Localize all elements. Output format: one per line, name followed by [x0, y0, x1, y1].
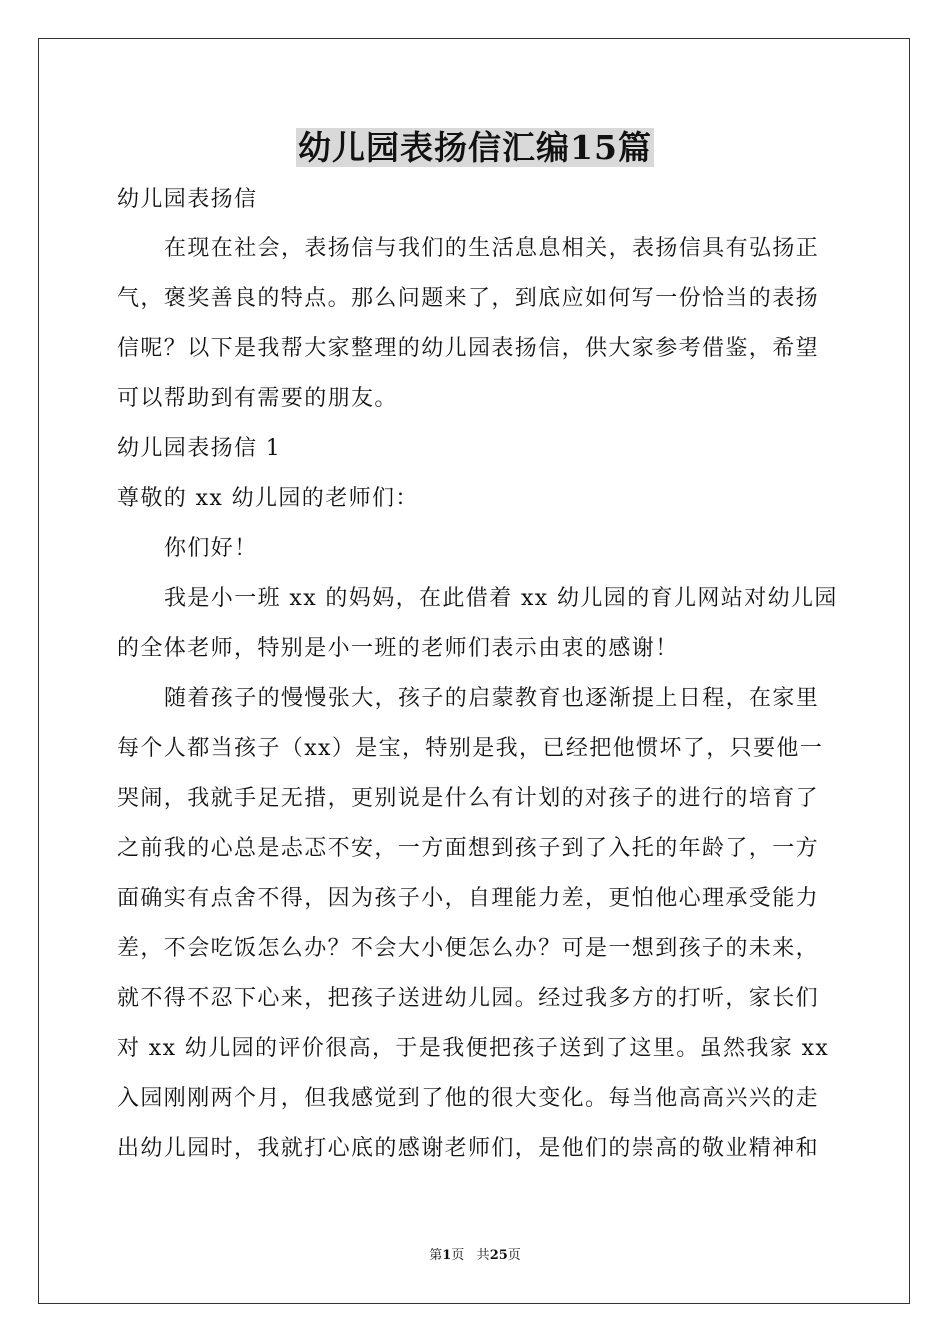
paragraph-line: 气，褒奖善良的特点。那么问题来了，到底应如何写一份恰当的表扬: [117, 286, 820, 311]
page-border: [38, 38, 910, 1304]
letter-heading: 幼儿园表扬信 1: [117, 436, 282, 461]
paragraph-line: 就不得不忍下心来，把孩子送进幼儿园。经过我多方的打听，家长们: [117, 986, 820, 1011]
total-prefix: 共: [476, 1248, 490, 1263]
page-current: 1: [442, 1248, 452, 1263]
salutation: 尊敬的 xx 幼儿园的老师们：: [117, 486, 419, 511]
paragraph-line: 每个人都当孩子（xx）是宝，特别是我，已经把他惯坏了，只要他一: [117, 736, 824, 761]
paragraph-line: 信呢？以下是我帮大家整理的幼儿园表扬信，供大家参考借鉴，希望: [117, 336, 820, 361]
paragraph-line: 入园刚刚两个月，但我感觉到了他的很大变化。每当他高高兴兴的走: [117, 1086, 820, 1111]
greeting: 你们好！: [164, 536, 258, 561]
paragraph-line: 在现在社会，表扬信与我们的生活息息相关，表扬信具有弘扬正: [164, 236, 820, 261]
paragraph-line: 哭闹，我就手足无措，更别说是什么有计划的对孩子的进行的培育了: [117, 786, 820, 811]
paragraph-line: 面确实有点舍不得，因为孩子小，自理能力差，更怕他心理承受能力: [117, 886, 820, 911]
paragraph-line: 之前我的心总是忐忑不安，一方面想到孩子到了入托的年龄了，一方: [117, 836, 820, 861]
paragraph-line: 出幼儿园时，我就打心底的感谢老师们，是他们的崇高的敬业精神和: [117, 1136, 820, 1161]
page-footer: [0, 1247, 950, 1265]
paragraph-line: 对 xx 幼儿园的评价很高，于是我便把孩子送到了这里。虽然我家 xx: [117, 1036, 830, 1061]
page-total: 25: [489, 1248, 508, 1263]
paragraph-line: 随着孩子的慢慢张大，孩子的启蒙教育也逐渐提上日程，在家里: [164, 686, 820, 711]
document-title-text: 幼儿园表扬信汇编15篇: [298, 128, 652, 167]
page-suffix: 页: [451, 1248, 465, 1263]
section-heading: 幼儿园表扬信: [117, 187, 258, 212]
paragraph-line: 的全体老师，特别是小一班的老师们表示由衷的感谢！: [117, 636, 679, 661]
document-title: [0, 124, 950, 172]
paragraph-line: 差，不会吃饭怎么办？不会大小便怎么办？可是一想到孩子的未来，: [117, 936, 820, 961]
page-prefix: 第: [429, 1248, 443, 1263]
paragraph-line: 我是小一班 xx 的妈妈，在此借着 xx 幼儿园的育儿网站对幼儿园: [164, 586, 838, 611]
total-suffix: 页: [507, 1248, 521, 1263]
paragraph-line: 可以帮助到有需要的朋友。: [117, 386, 398, 411]
